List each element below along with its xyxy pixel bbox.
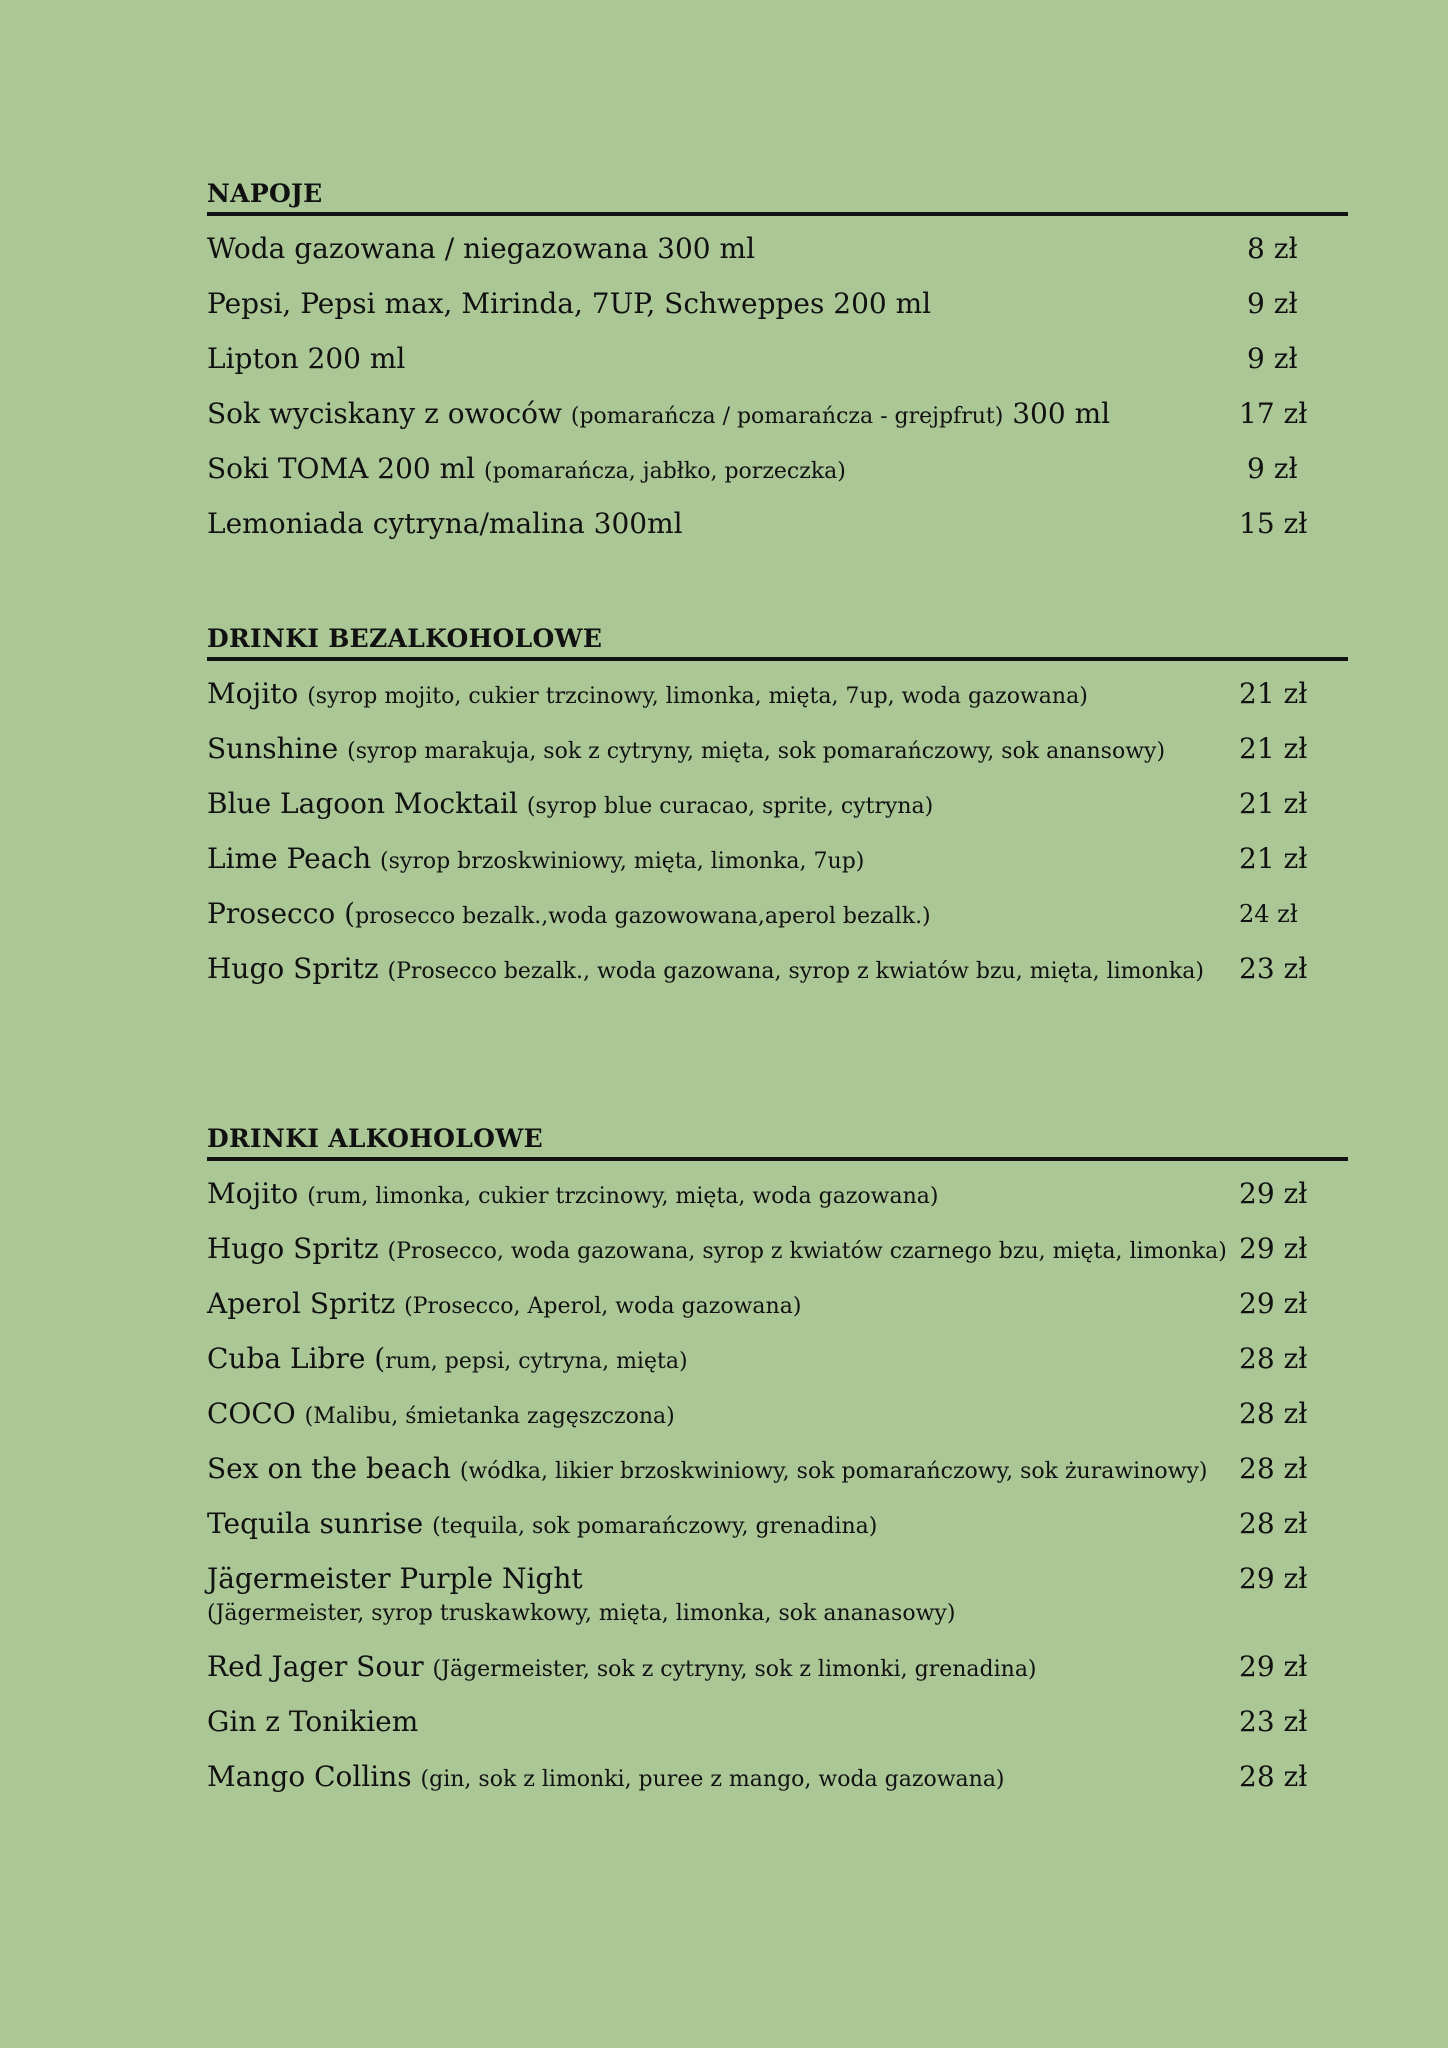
- item-name: Blue Lagoon Mocktail: [207, 787, 518, 820]
- item-description: (Prosecco, woda gazowana, syrop z kwiatów czarnego bzu, mięta, limonka): [387, 1239, 1227, 1264]
- item-price: 9 zł: [1247, 287, 1298, 320]
- item-price: 8 zł: [1247, 232, 1298, 265]
- item-name: Sunshine: [207, 732, 339, 765]
- item-price: 9 zł: [1247, 342, 1298, 375]
- item-price: 28 zł: [1239, 1397, 1308, 1430]
- item-price: 23 zł: [1239, 952, 1308, 985]
- item-price: 15 zł: [1239, 507, 1308, 540]
- menu-item: [207, 667, 1348, 722]
- item-price: 17 zł: [1239, 397, 1308, 430]
- item-name: Woda gazowana / niegazowana 300 ml: [207, 232, 756, 265]
- item-name: Sex on the beach: [207, 1452, 451, 1485]
- item-name: Soki TOMA 200 ml: [207, 452, 476, 485]
- item-price: 29 zł: [1239, 1287, 1308, 1320]
- item-list: [207, 667, 1348, 997]
- item-name: Aperol Spritz: [207, 1287, 396, 1320]
- menu-item: [207, 1640, 1348, 1695]
- item-description: (syrop blue curacao, sprite, cytryna): [526, 794, 934, 819]
- section-title: DRINKI ALKOHOLOWE: [207, 1117, 1348, 1161]
- item-description: (Jägermeister, sok z cytryny, sok z limonki, grenadina): [432, 1657, 1037, 1682]
- menu-item: [207, 1387, 1348, 1442]
- item-price: 29 zł: [1239, 1232, 1308, 1265]
- item-description: (Prosecco, Aperol, woda gazowana): [404, 1294, 802, 1319]
- menu-item: [207, 332, 1348, 387]
- item-volume: 300 ml: [1012, 397, 1111, 430]
- item-name: Prosecco (: [207, 897, 356, 930]
- menu-item: [207, 1442, 1348, 1497]
- item-description: (syrop mojito, cukier trzcinowy, limonka, mięta, 7up, woda gazowana): [307, 684, 1088, 709]
- section-drinki-bezalkoholowe: [207, 617, 1348, 997]
- item-description: (pomarańcza / pomarańcza - grejpfrut): [570, 404, 1004, 429]
- item-name: Pepsi, Pepsi max, Mirinda, 7UP, Schweppes 200 ml: [207, 287, 932, 320]
- menu-item: [207, 722, 1348, 777]
- item-description: (tequila, sok pomarańczowy, grenadina): [432, 1514, 878, 1539]
- section-drinki-alkoholowe: [207, 1117, 1348, 1805]
- item-description: (Malibu, śmietanka zagęszczona): [304, 1404, 675, 1429]
- menu-item: [207, 1750, 1348, 1805]
- menu-item: [207, 442, 1348, 497]
- item-description: (Prosecco bezalk., woda gazowana, syrop z kwiatów bzu, mięta, limonka): [387, 959, 1204, 984]
- item-price: 28 zł: [1239, 1507, 1308, 1540]
- item-description: (wódka, likier brzoskwiniowy, sok pomarańczowy, sok żurawinowy): [459, 1459, 1208, 1484]
- item-name: Tequila sunrise: [207, 1507, 424, 1540]
- menu-item: [207, 1497, 1348, 1552]
- menu-item: [207, 942, 1348, 997]
- item-name: Gin z Tonikiem: [207, 1705, 419, 1738]
- section-napoje: [207, 172, 1348, 552]
- item-name: Mojito: [207, 1177, 299, 1210]
- item-price: 21 zł: [1239, 732, 1308, 765]
- item-price: 21 zł: [1239, 677, 1308, 710]
- menu-item: [207, 832, 1348, 887]
- item-description: (pomarańcza, jabłko, porzeczka): [484, 459, 846, 484]
- menu-item: [207, 777, 1348, 832]
- item-description: (rum, limonka, cukier trzcinowy, mięta, woda gazowana): [307, 1184, 939, 1209]
- item-price: 29 zł: [1239, 1562, 1308, 1595]
- item-description: rum, pepsi, cytryna, mięta): [385, 1349, 688, 1374]
- item-price: 9 zł: [1247, 452, 1298, 485]
- item-price: 28 zł: [1239, 1342, 1308, 1375]
- item-name: Red Jager Sour: [207, 1650, 424, 1683]
- item-name: Hugo Spritz: [207, 1232, 379, 1265]
- item-price: 21 zł: [1239, 842, 1308, 875]
- item-name: Lemoniada cytryna/malina 300ml: [207, 507, 683, 540]
- item-name: Jägermeister Purple Night: [207, 1562, 583, 1595]
- menu-item: [207, 497, 1348, 552]
- item-name: Hugo Spritz: [207, 952, 379, 985]
- menu-item: [207, 1332, 1348, 1387]
- item-price: 29 zł: [1239, 1177, 1308, 1210]
- menu-item: [207, 1695, 1348, 1750]
- item-description: (syrop marakuja, sok z cytryny, mięta, sok pomarańczowy, sok anansowy): [347, 739, 1166, 764]
- menu-item: [207, 1167, 1348, 1222]
- item-name: Mango Collins: [207, 1760, 412, 1793]
- menu-item: [207, 1222, 1348, 1277]
- item-price: 29 zł: [1239, 1650, 1308, 1683]
- item-price: 24 zł: [1239, 900, 1298, 928]
- item-name: Sok wyciskany z owoców: [207, 397, 562, 430]
- item-description: (Jägermeister, syrop truskawkowy, mięta, limonka, sok ananasowy): [207, 1601, 956, 1626]
- item-list: [207, 222, 1348, 552]
- item-name: Mojito: [207, 677, 299, 710]
- menu-item: [207, 222, 1348, 277]
- item-list: [207, 1167, 1348, 1805]
- item-description: prosecco bezalk.,woda gazowowana,aperol bezalk.): [355, 904, 931, 929]
- item-name: Cuba Libre (: [207, 1342, 386, 1375]
- menu-item: [207, 387, 1348, 442]
- item-price: 21 zł: [1239, 787, 1308, 820]
- menu-item: [207, 887, 1348, 942]
- item-description: (syrop brzoskwiniowy, mięta, limonka, 7up): [380, 849, 865, 874]
- item-description: (gin, sok z limonki, puree z mango, woda gazowana): [420, 1767, 1005, 1792]
- item-name: Lime Peach: [207, 842, 372, 875]
- item-price: 28 zł: [1239, 1760, 1308, 1793]
- section-title: NAPOJE: [207, 172, 1348, 216]
- item-price: 23 zł: [1239, 1705, 1308, 1738]
- section-title: DRINKI BEZALKOHOLOWE: [207, 617, 1348, 661]
- item-name: Lipton 200 ml: [207, 342, 406, 375]
- item-name: COCO: [207, 1397, 296, 1430]
- menu-item: [207, 277, 1348, 332]
- item-price: 28 zł: [1239, 1452, 1308, 1485]
- menu-item: [207, 1277, 1348, 1332]
- menu-item: [207, 1552, 1348, 1640]
